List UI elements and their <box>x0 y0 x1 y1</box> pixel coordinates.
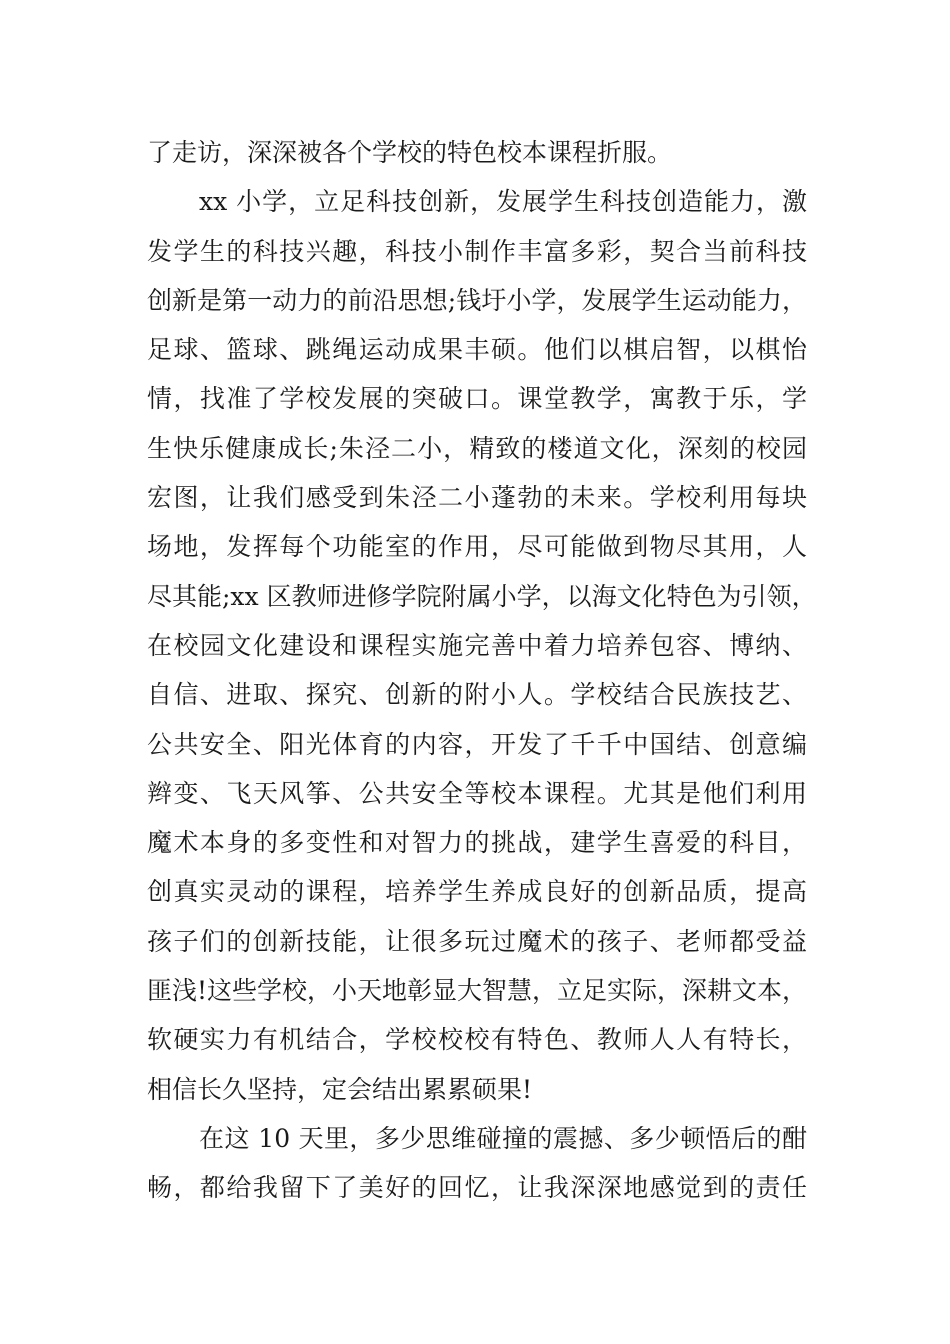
text-line: 相信长久坚持，定会结出累累硕果! <box>147 1074 533 1104</box>
body-text <box>147 128 817 1213</box>
text-line: 在校园文化建设和课程实施完善中着力培养包容、博纳、 <box>147 630 807 660</box>
text-line: 魔术本身的多变性和对智力的挑战，建学生喜爱的科目， <box>147 828 807 858</box>
text-line: 畅，都给我留下了美好的回忆，让我深深地感觉到的责任 <box>147 1173 807 1203</box>
text-line: 匪浅!这些学校，小天地彰显大智慧，立足实际，深耕文本， <box>147 976 808 1006</box>
text-line: 场地，发挥每个功能室的作用，尽可能做到物尽其用，人 <box>147 532 807 562</box>
text-line: 生快乐健康成长;朱泾二小，精致的楼道文化，深刻的校园 <box>147 433 807 463</box>
text-line: 发学生的科技兴趣，科技小制作丰富多彩，契合当前科技 <box>147 236 807 266</box>
text-line: 自信、进取、探究、创新的附小人。学校结合民族技艺、 <box>147 680 807 710</box>
text-line: 足球、篮球、跳绳运动成果丰硕。他们以棋启智，以棋怡 <box>147 335 807 365</box>
text-line: 在这 10 天里，多少思维碰撞的震撼、多少顿悟后的酣 <box>199 1123 807 1153</box>
text-line: 了走访，深深被各个学校的特色校本课程折服。 <box>147 138 673 167</box>
text-line: xx 小学，立足科技创新，发展学生科技创造能力，激 <box>199 187 807 217</box>
text-line: 宏图，让我们感受到朱泾二小蓬勃的未来。学校利用每块 <box>147 483 807 513</box>
text-line: 软硬实力有机结合，学校校校有特色、教师人人有特长， <box>147 1025 807 1055</box>
text-line: 情，找准了学校发展的突破口。课堂教学，寓教于乐，学 <box>147 384 807 414</box>
text-line: 创真实灵动的课程，培养学生养成良好的创新品质，提高 <box>147 877 807 907</box>
text-line: 辫变、飞天风筝、公共安全等校本课程。尤其是他们利用 <box>147 778 807 808</box>
text-line: 创新是第一动力的前沿思想;钱圩小学，发展学生运动能力， <box>147 285 807 315</box>
text-line: 尽其能;xx 区教师进修学院附属小学，以海文化特色为引领， <box>147 581 817 611</box>
text-line: 公共安全、阳光体育的内容，开发了千千中国结、创意编 <box>147 729 807 759</box>
text-line: 孩子们的创新技能，让很多玩过魔术的孩子、老师都受益 <box>147 926 807 956</box>
